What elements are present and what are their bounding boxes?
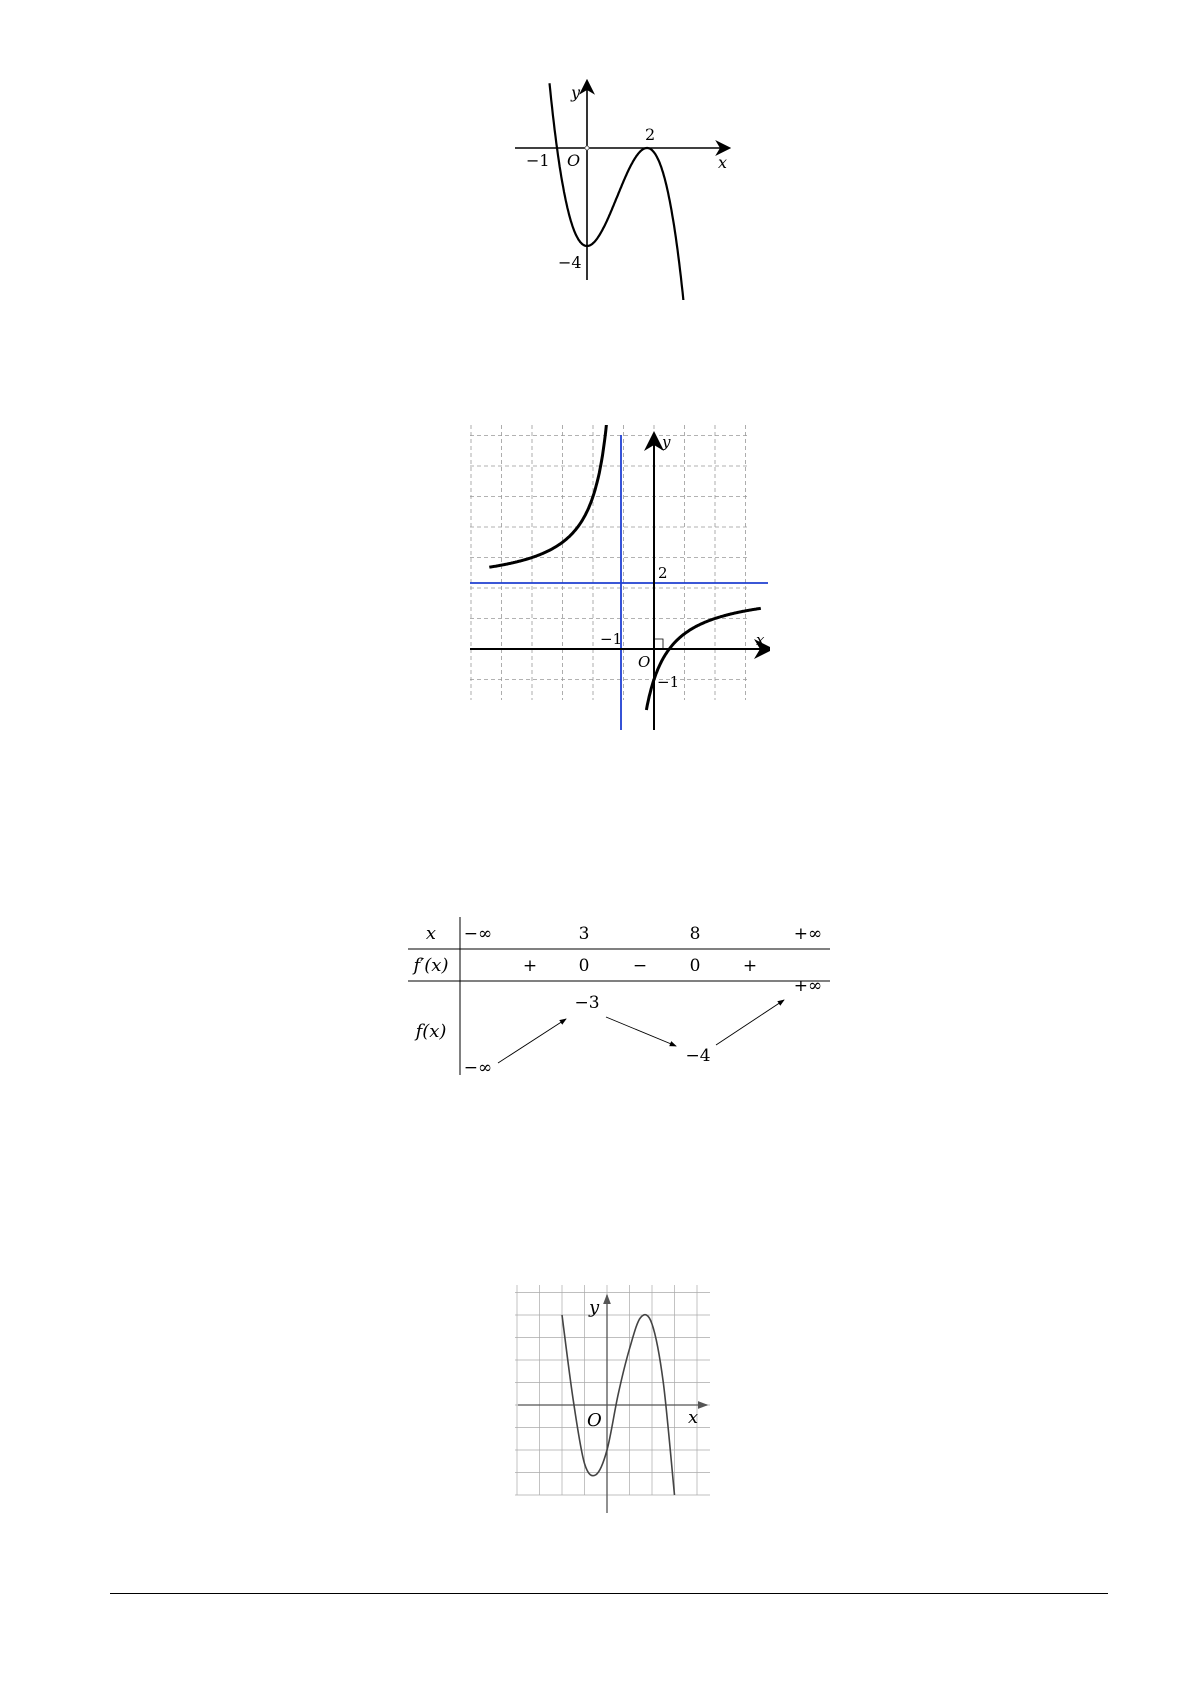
hyperbola-right-branch [646, 608, 760, 710]
figure-2-hyperbola-graph [470, 425, 770, 734]
sign-minus: − [632, 956, 648, 976]
row-label-x: x [425, 923, 437, 944]
arrow-decreasing [606, 1017, 676, 1046]
sign-zero-2: 0 [689, 956, 701, 976]
figure-2-svg [470, 425, 770, 730]
figure-1-cubic-graph [470, 70, 740, 304]
figure-3-variation-table [400, 915, 840, 1099]
tick-label-x-minus1: −1 [526, 151, 550, 170]
sign-zero-1: 0 [578, 956, 590, 976]
x-value-neg-inf: −∞ [463, 924, 493, 944]
origin-point [585, 146, 589, 150]
x-axis-label: x [688, 1407, 699, 1428]
origin-label: O [587, 1410, 602, 1431]
tick-label-y-minus1: −1 [657, 673, 680, 691]
f-value-end: +∞ [793, 976, 823, 996]
right-angle-mark [654, 639, 663, 649]
figure-4-cubic-on-grid [515, 1285, 725, 1519]
origin-label: O [638, 653, 651, 671]
y-axis-label: y [662, 433, 671, 451]
row-label-f: f(x) [415, 1021, 447, 1042]
figure-1-svg [470, 70, 740, 300]
arrow-increasing-2 [716, 1000, 784, 1045]
tick-label-x-2: 2 [645, 125, 656, 144]
x-value-pos-inf: +∞ [793, 924, 823, 944]
origin-label: O [567, 151, 581, 170]
figure-4-svg [515, 1285, 725, 1515]
f-value-min: −4 [685, 1046, 711, 1066]
f-value-start: −∞ [463, 1058, 493, 1078]
solid-grid [515, 1285, 710, 1495]
footer-rule [110, 1593, 1108, 1594]
sign-plus-1: + [522, 956, 538, 976]
y-axis-label: y [589, 1297, 600, 1318]
tick-label-y-minus4: −4 [558, 253, 582, 272]
tick-label-x-minus1: −1 [600, 630, 623, 648]
variation-table-svg [400, 915, 840, 1095]
x-axis-label: x [756, 631, 765, 649]
tick-label-y-2: 2 [658, 564, 668, 582]
x-axis-label: x [718, 153, 728, 172]
y-axis-label: y [571, 83, 581, 102]
x-value-8: 8 [689, 924, 701, 944]
row-label-fprime: f′(x) [413, 955, 449, 976]
f-value-max: −3 [574, 993, 600, 1013]
arrow-increasing-1 [498, 1019, 566, 1063]
x-value-3: 3 [578, 924, 590, 944]
sign-plus-2: + [742, 956, 758, 976]
